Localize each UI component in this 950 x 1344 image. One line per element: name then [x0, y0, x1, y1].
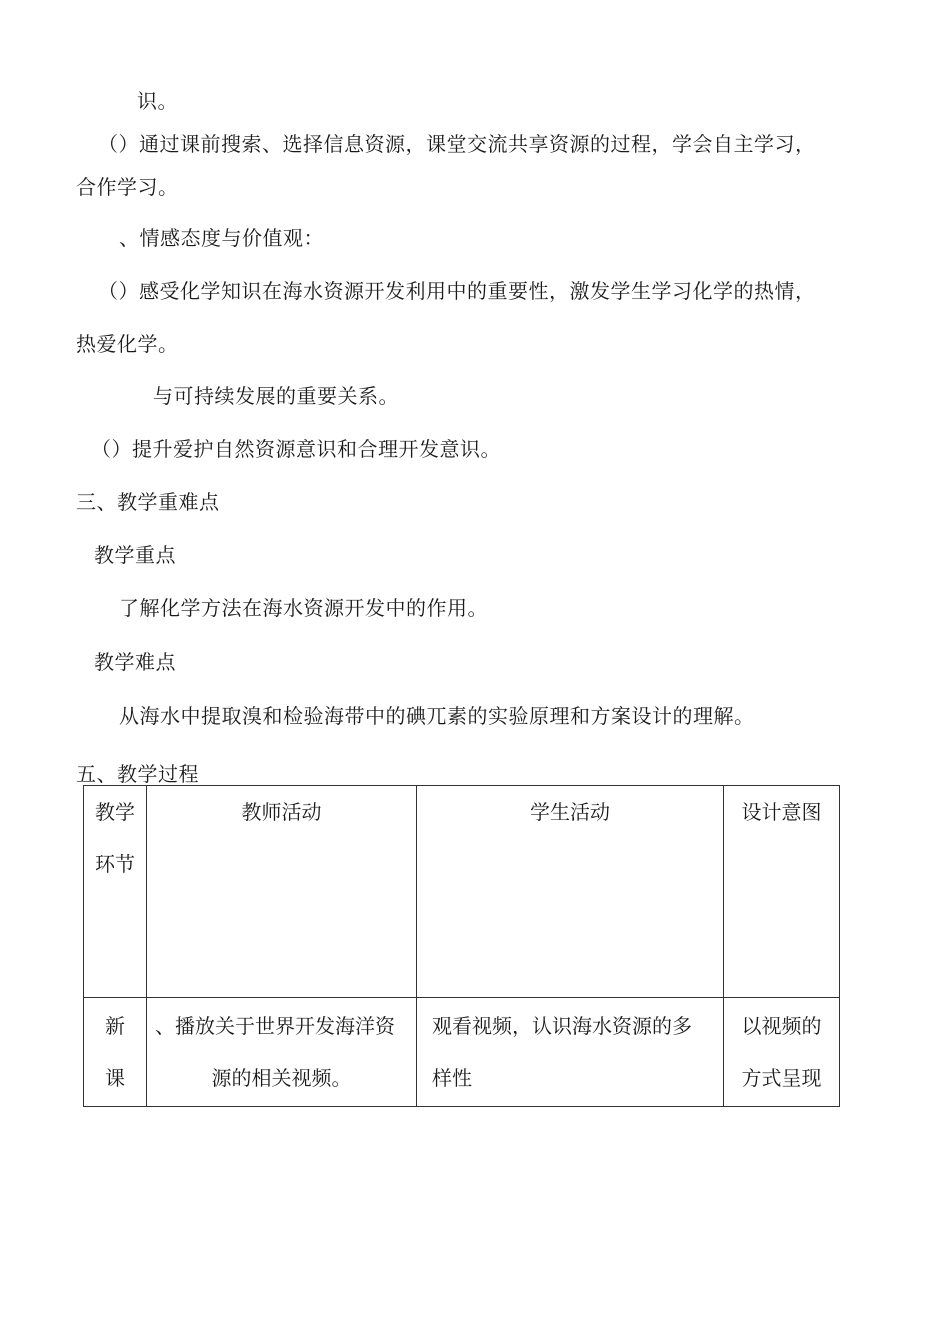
paragraph-awareness: （）提升爱护自然资源意识和合理开发意识。	[91, 437, 501, 461]
header-design-intent: 设计意图	[724, 786, 840, 998]
cell-design-line2: 方式呈现	[741, 1066, 822, 1090]
paragraph-process-method-line1: （）通过课前搜索、选择信息资源，课堂交流共享资源的过程，学会自主学习，	[98, 132, 816, 156]
paragraph-emotion-line1: （）感受化学知识在海水资源开发利用中的重要性，激发学生学习化学的热情，	[98, 279, 816, 303]
subheading-key-point: 教学重点	[94, 543, 176, 567]
difficult-point-text: 从海水中提取溴和检验海带中的碘兀素的实验原理和方案设计的理解。	[119, 704, 755, 728]
cell-teacher-activity	[147, 998, 417, 1107]
cell-teacher-line1: 、播放关于世界开发海洋资	[155, 1014, 395, 1038]
subheading-difficult-point: 教学难点	[94, 650, 176, 674]
cell-stage	[84, 998, 147, 1107]
key-point-text: 了解化学方法在海水资源开发中的作用。	[119, 596, 488, 620]
teaching-process-table	[83, 785, 840, 1107]
header-teacher-activity: 教师活动	[147, 786, 417, 998]
cell-stage-line1: 新	[105, 1014, 125, 1038]
section-teaching-process-heading: 五、教学过程	[76, 762, 199, 786]
table-header-row	[84, 786, 840, 998]
cell-teacher-line2: 源的相关视频。	[211, 1066, 352, 1090]
header-stage-line2: 环节	[95, 852, 135, 876]
cell-design-intent	[724, 998, 840, 1107]
cell-student-activity	[417, 998, 724, 1107]
header-student-activity: 学生活动	[417, 786, 724, 998]
cell-student-line1: 观看视频，认识海水资源的多	[432, 1014, 692, 1038]
cell-design-line1: 以视频的	[741, 1014, 822, 1038]
section-emotion-values-heading: 、情感态度与价值观：	[119, 226, 324, 250]
paragraph-sustainability: 与可持续发展的重要关系。	[153, 384, 399, 408]
paragraph-continuation: 识。	[137, 89, 178, 113]
header-stage-line1: 教学	[95, 800, 135, 824]
header-stage	[84, 786, 147, 998]
cell-stage-line2: 课	[105, 1066, 125, 1090]
section-key-difficulty-heading: 三、教学重难点	[76, 490, 220, 514]
paragraph-process-method-line2: 合作学习。	[76, 175, 179, 199]
paragraph-emotion-line2: 热爱化学。	[76, 332, 179, 356]
cell-student-line2: 样性	[432, 1066, 472, 1090]
table-row	[84, 998, 840, 1107]
